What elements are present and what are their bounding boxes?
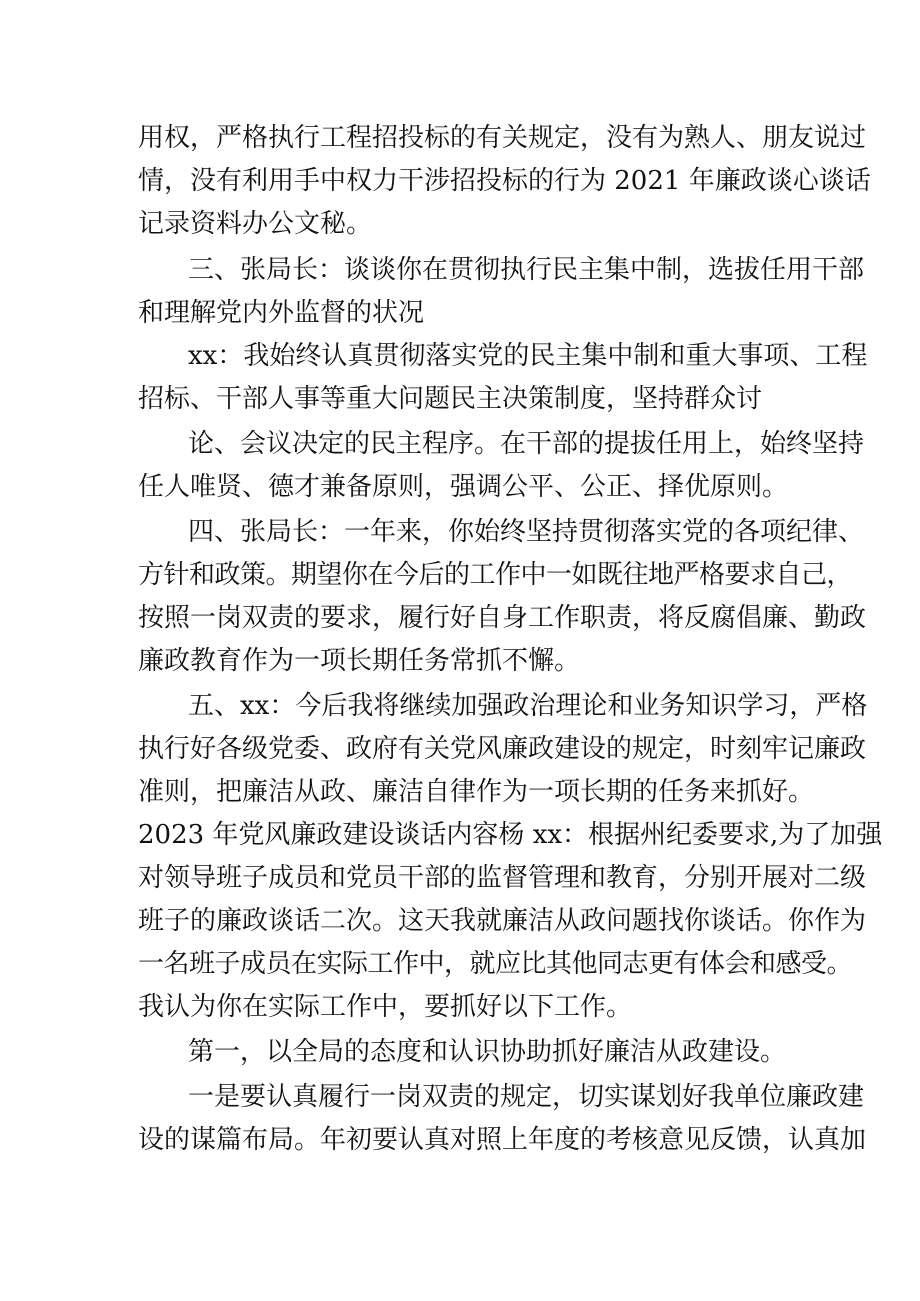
- text-line: 一名班子成员在实际工作中，就应比其他同志更有体会和感受。: [138, 949, 853, 979]
- paragraph-start: 论、会议决定的民主程序。在干部的提拔任用上，始终坚持: [188, 429, 865, 459]
- paragraph-start: 2023 年党风廉政建设谈话内容杨 xx：根据州纪委要求,为了加强: [138, 820, 883, 850]
- text-line: 执行好各级党委、政府有关党风廉政建设的规定，时刻牢记廉政: [138, 734, 867, 764]
- paragraph-start: 四、张局长：一年来，你始终坚持贯彻落实党的各项纪律、: [188, 517, 865, 547]
- paragraph-start: 五、xx：今后我将继续加强政治理论和业务知识学习，严格: [188, 691, 868, 721]
- text-line: 招标、干部人事等重大问题民主决策制度，坚持群众讨: [138, 384, 763, 414]
- text-line: 和理解党内外监督的状况: [138, 298, 425, 328]
- text-line: 方针和政策。期望你在今后的工作中一如既往地严格要求自己，: [138, 560, 853, 590]
- text-line: 情，没有利用手中权力干涉招投标的行为 2021 年廉政谈心谈话: [138, 166, 871, 196]
- paragraph-start: 第一，以全局的态度和认识协助抓好廉洁从政建设。: [188, 1037, 787, 1067]
- text-line: 廉政教育作为一项长期任务常抓不懈。: [138, 646, 581, 676]
- text-line: 设的谋篇布局。年初要认真对照上年度的考核意见反馈，认真加: [138, 1125, 867, 1155]
- text-line: 班子的廉政谈话二次。这天我就廉洁从政问题找你谈话。你作为: [138, 906, 867, 936]
- text-line: 用权，严格执行工程招投标的有关规定，没有为熟人、朋友说过: [138, 123, 867, 153]
- text-line: 准则，把廉洁从政、廉洁自律作为一项长期的任务来抓好。: [138, 777, 815, 807]
- paragraph-start: 三、张局长：谈谈你在贯彻执行民主集中制，选拔任用干部: [188, 255, 865, 285]
- paragraph-start: xx：我始终认真贯彻落实党的民主集中制和重大事项、工程: [188, 341, 868, 371]
- text-line: 按照一岗双责的要求，履行好自身工作职责，将反腐倡廉、勤政: [138, 603, 867, 633]
- text-line: 对领导班子成员和党员干部的监督管理和教育，分别开展对二级: [138, 863, 867, 893]
- text-line: 任人唯贤、德才兼备原则，强调公平、公正、择优原则。: [138, 472, 789, 502]
- text-line: 记录资料办公文秘。: [138, 209, 373, 239]
- paragraph-start: 一是要认真履行一岗双责的规定，切实谋划好我单位廉政建: [188, 1082, 865, 1112]
- text-line: 我认为你在实际工作中，要抓好以下工作。: [138, 992, 633, 1022]
